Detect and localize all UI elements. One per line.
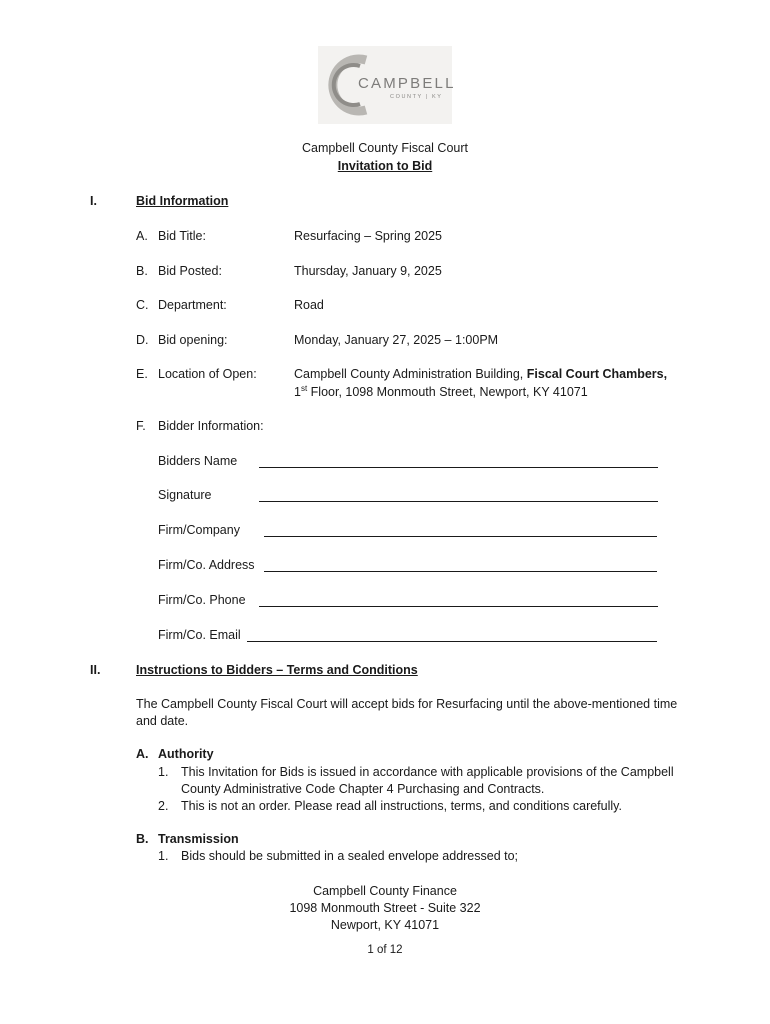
- transmission-letter: B.: [136, 832, 149, 846]
- firm-phone-line[interactable]: [259, 606, 658, 607]
- authority-item-1-line2: County Administrative Code Chapter 4 Purchasing and Contracts.: [181, 782, 545, 796]
- bid-title-value: Resurfacing – Spring 2025: [294, 229, 443, 243]
- location-value-line1: [294, 367, 667, 381]
- department-value: Road: [294, 298, 324, 312]
- floor-number: 1: [294, 385, 301, 400]
- item-letter: C.: [136, 298, 149, 312]
- location-chambers: Fiscal Court Chambers,: [526, 367, 668, 381]
- department-label: Department:: [158, 298, 227, 312]
- document-title: Invitation to Bid: [337, 159, 433, 173]
- item-letter: A.: [136, 229, 148, 243]
- firm-company-line[interactable]: [264, 536, 657, 537]
- section-2-numeral: II.: [90, 663, 101, 677]
- bidders-name-label: Bidders Name: [158, 454, 238, 468]
- list-number: 1.: [158, 849, 169, 863]
- list-number: 2.: [158, 799, 169, 813]
- item-letter: B.: [136, 264, 148, 278]
- bidder-info-label: Bidder Information:: [158, 419, 264, 433]
- address-line-1: Campbell County Finance: [313, 884, 457, 898]
- address-line-3: Newport, KY 41071: [330, 918, 440, 932]
- transmission-title: Transmission: [158, 832, 239, 846]
- bid-opening-value: Monday, January 27, 2025 – 1:00PM: [294, 333, 499, 347]
- intro-paragraph-line2: and date.: [136, 714, 189, 728]
- section-1-numeral: I.: [90, 194, 97, 208]
- item-letter: E.: [136, 367, 148, 381]
- location-label: Location of Open:: [158, 367, 257, 381]
- item-letter: F.: [136, 419, 146, 433]
- section-1-heading: Bid Information: [136, 194, 229, 208]
- firm-email-label: Firm/Co. Email: [158, 628, 241, 642]
- signature-line[interactable]: [259, 501, 658, 502]
- logo-subtitle: COUNTY | KY: [390, 94, 443, 100]
- firm-email-line[interactable]: [247, 641, 657, 642]
- bid-posted-label: Bid Posted:: [158, 264, 222, 278]
- list-number: 1.: [158, 765, 169, 779]
- bidders-name-line[interactable]: [259, 467, 658, 468]
- logo-wordmark: CAMPBELL: [358, 75, 456, 92]
- campbell-county-logo: [318, 46, 456, 124]
- firm-address-label: Firm/Co. Address: [158, 558, 255, 572]
- bid-title-label: Bid Title:: [158, 229, 206, 243]
- authority-item-1-line1: This Invitation for Bids is issued in accordance with applicable provisions of the Campbell: [181, 765, 674, 779]
- address-line-2: 1098 Monmouth Street - Suite 322: [289, 901, 481, 915]
- intro-paragraph-line1: The Campbell County Fiscal Court will accept bids for Resurfacing until the above-mentioned time: [136, 697, 678, 711]
- floor-ordinal: st: [300, 384, 308, 393]
- transmission-item-1: Bids should be submitted in a sealed envelope addressed to;: [181, 849, 519, 863]
- section-2-heading: Instructions to Bidders – Terms and Conditions: [136, 663, 418, 677]
- firm-phone-label: Firm/Co. Phone: [158, 593, 246, 607]
- org-name: Campbell County Fiscal Court: [301, 141, 469, 155]
- bid-opening-label: Bid opening:: [158, 333, 228, 347]
- firm-company-label: Firm/Company: [158, 523, 240, 537]
- location-address: Floor, 1098 Monmouth Street, Newport, KY 41071: [307, 385, 588, 400]
- firm-address-line[interactable]: [264, 571, 657, 572]
- page-number: 1 of 12: [367, 944, 403, 956]
- authority-title: Authority: [158, 747, 214, 761]
- location-value-line2: [294, 384, 588, 399]
- signature-label: Signature: [158, 488, 212, 502]
- item-letter: D.: [136, 333, 149, 347]
- authority-item-2: This is not an order. Please read all instructions, terms, and conditions carefully.: [181, 799, 622, 813]
- location-building: Campbell County Administration Building,: [294, 367, 527, 381]
- bid-posted-value: Thursday, January 9, 2025: [294, 264, 442, 278]
- authority-letter: A.: [136, 747, 149, 761]
